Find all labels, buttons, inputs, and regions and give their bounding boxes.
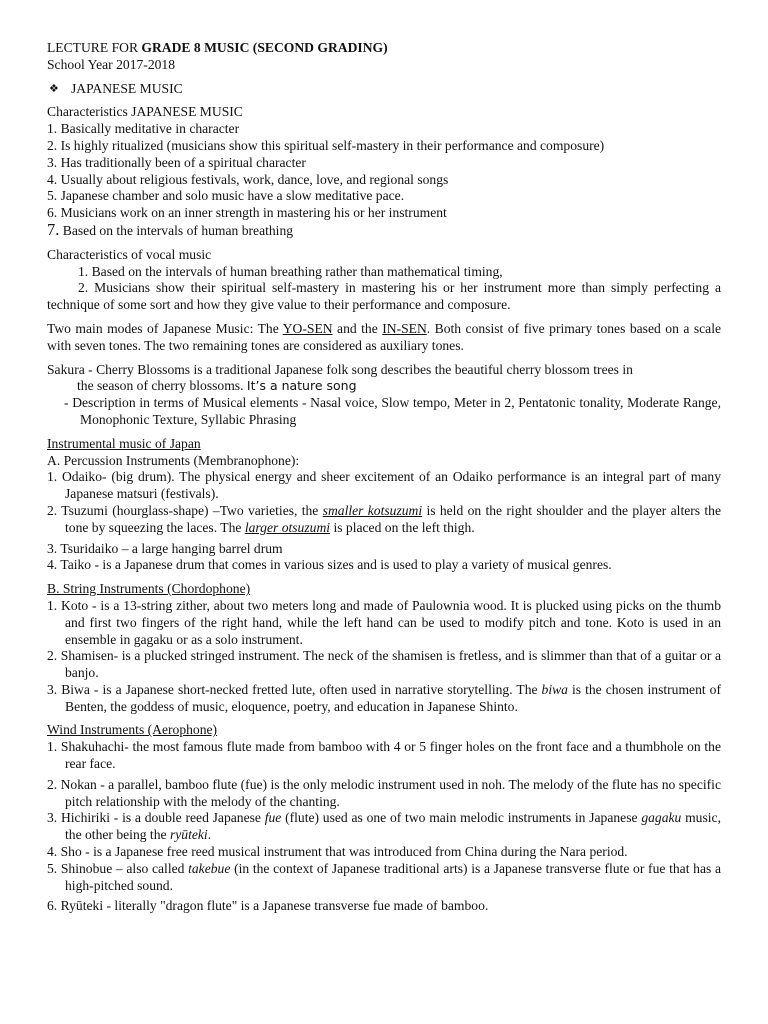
sakura-line: the season of cherry blossoms. It’s a nature song	[77, 378, 357, 394]
vocal-item: 1. Based on the intervals of human breathing rather than mathematical timing,	[78, 263, 503, 279]
percussion-heading: A. Percussion Instruments (Membranophone):	[47, 452, 300, 468]
section-heading: ❖ JAPANESE MUSIC	[49, 80, 183, 96]
modes-paragraph: Two main modes of Japanese Music: The YO-SEN and the IN-SEN. Both consist of five primary tones based on a scale with seven tones. The two remaining tones are considered as auxiliary tones.	[47, 320, 722, 353]
characteristic-item: 4. Usually about religious festivals, work, dance, love, and regional songs	[47, 171, 449, 187]
sakura-description: - Description in terms of Musical elements - Nasal voice, Slow tempo, Meter in 2, Pentatonic tonality, Moderate Range, Monophonic Texture, Syllabic Phrasing	[64, 395, 721, 427]
characteristics-heading: Characteristics JAPANESE MUSIC	[47, 104, 243, 120]
school-year: School Year 2017-2018	[47, 56, 176, 72]
vocal-item: 2. Musicians show their spiritual self-mastery in mastering his or her instrument more than simply perfecting a technique of some sort and how they give value to their performance and composure.	[47, 280, 721, 313]
characteristic-item: 2. Is highly ritualized (musicians show this spiritual self-mastery in their performance and composure)	[47, 137, 605, 153]
vocal-heading: Characteristics of vocal music	[47, 246, 212, 262]
wind-heading: Wind Instruments (Aerophone)	[47, 722, 218, 738]
instrumental-heading: Instrumental music of Japan	[47, 435, 201, 451]
instrument-item: 4. Taiko - is a Japanese drum that comes in various sizes and is used to play a variety of musical genres.	[47, 557, 612, 573]
instrument-item: 2. Shamisen- is a plucked stringed instrument. The neck of the shamisen is fretless, and is slimmer than that of a guitar or a banjo.	[47, 648, 721, 681]
diamond-bullet-icon: ❖	[49, 82, 59, 95]
lecture-title-bold: GRADE 8 MUSIC (SECOND GRADING)	[141, 40, 388, 55]
in-sen-term: IN-SEN	[382, 320, 427, 336]
instrument-item: 5. Shinobue – also called takebue (in the context of Japanese traditional arts) is a Japanese transverse flute or fue that has a high-pitched sound.	[47, 860, 721, 893]
characteristic-item: 5. Japanese chamber and solo music have a slow meditative pace.	[47, 188, 405, 204]
document-page	[47, 40, 721, 915]
instrument-item: 3. Biwa - is a Japanese short-necked fretted lute, often used in narrative storytelling. The biwa is the chosen instrument of Benten, the goddess of music, eloquence, poetry, and education in Japanese Shinto.	[47, 681, 721, 714]
instrument-item: 1. Odaiko- (big drum). The physical energy and sheer excitement of an Odaiko performance is an integral part of many Japanese matsuri (festivals).	[47, 469, 721, 502]
instrument-item: 4. Sho - is a Japanese free reed musical instrument that was introduced from China during the Nara period.	[47, 844, 628, 860]
instrument-item: 3. Tsuridaiko – a large hanging barrel drum	[47, 540, 283, 556]
sakura-line: Sakura - Cherry Blossoms is a traditional Japanese folk song describes the beautiful cherry blossom trees in	[47, 361, 633, 377]
instrument-item: 1. Koto - is a 13-string zither, about two meters long and made of Paulownia wood. It is plucked using picks on the thumb and first two fingers of the right hand, while the left hand can be used to modify pitch and tone. Koto is used in an ensemble in gagaku or as a solo instrument.	[47, 597, 721, 647]
yo-sen-term: YO-SEN	[282, 320, 333, 336]
instrument-item: 2. Tsuzumi (hourglass-shape) –Two varieties, the smaller kotsuzumi is held on the right shoulder and the player alters the tone by squeezing the laces. The larger otsuzumi is placed on the left thigh.	[47, 502, 722, 535]
instrument-item: 2. Nokan - a parallel, bamboo flute (fue) is the only melodic instrument used in noh. The melody of the flute has no specific pitch relationship with the melody of the chanting.	[47, 776, 721, 809]
characteristic-item: 3. Has traditionally been of a spiritual character	[47, 154, 306, 170]
strings-heading: B. String Instruments (Chordophone)	[47, 581, 251, 597]
instrument-item: 6. Ryūteki - literally "dragon flute" is a Japanese transverse fue made of bamboo.	[47, 898, 489, 914]
instrument-item: 1. Shakuhachi- the most famous flute made from bamboo with 4 or 5 finger holes on the front face and a thumbhole on the rear face.	[47, 739, 721, 772]
characteristic-item: 7. Based on the intervals of human breathing	[47, 219, 294, 239]
lecture-title: LECTURE FOR GRADE 8 MUSIC (SECOND GRADING)	[47, 40, 388, 55]
instrument-item: 3. Hichiriki - is a double reed Japanese fue (flute) used as one of two main melodic instruments in Japanese gagaku music, the other being the ryūteki.	[47, 810, 721, 843]
characteristic-item: 6. Musicians work on an inner strength in mastering his or her instrument	[47, 205, 447, 221]
characteristic-item: 1. Basically meditative in character	[47, 121, 240, 137]
